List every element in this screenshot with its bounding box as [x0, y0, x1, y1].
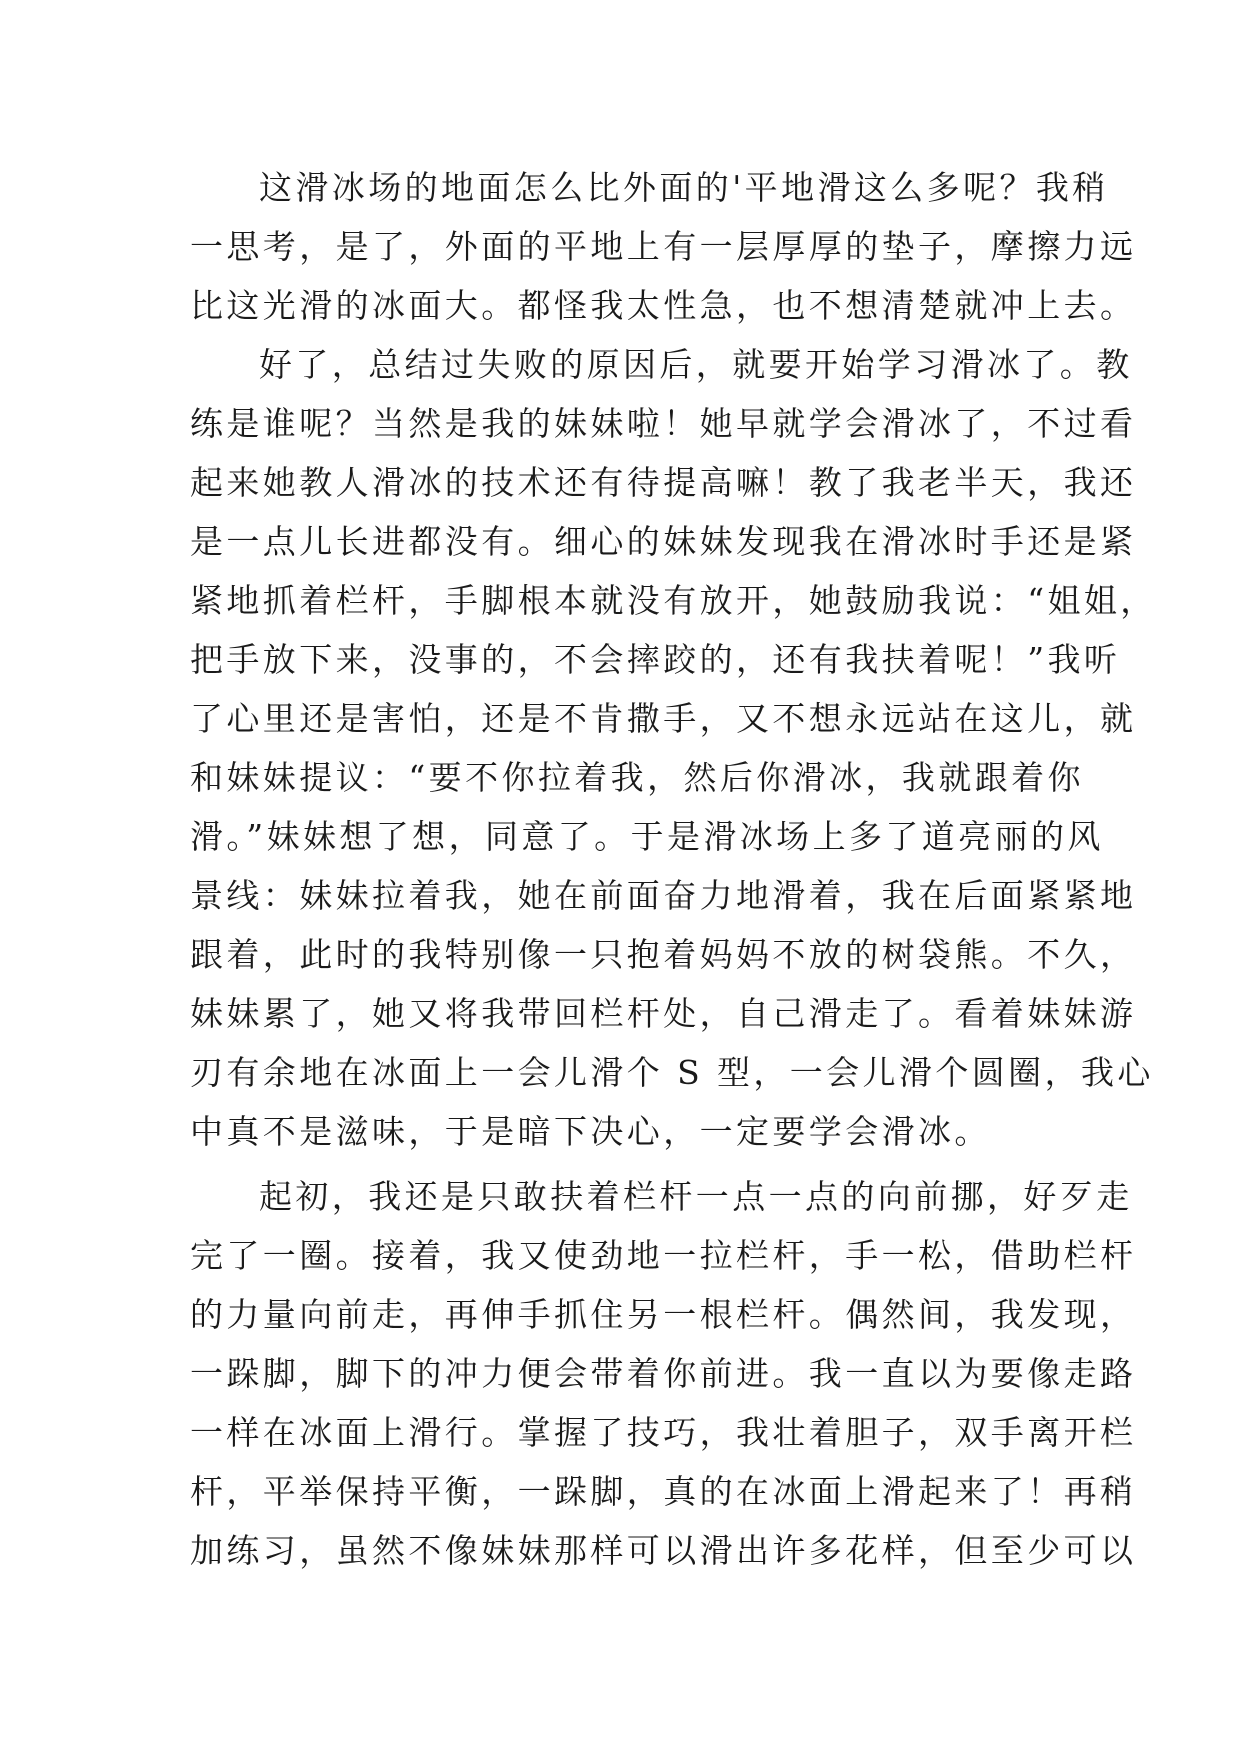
paragraph-2-line-2: 练是谁呢？当然是我的妹妹啦！她早就学会滑冰了，不过看 [190, 404, 1137, 443]
paragraph-2-line-8: 和妹妹提议：“要不你拉着我，然后你滑冰，我就跟着你 [190, 758, 1084, 797]
paragraph-3-line-4: 一跺脚，脚下的冲力便会带着你前进。我一直以为要像走路 [190, 1354, 1137, 1393]
paragraph-2-line-3: 起来她教人滑冰的技术还有待提高嘛！教了我老半天，我还 [190, 463, 1137, 502]
paragraph-3-line-3: 的力量向前走，再伸手抓住另一根栏杆。偶然间，我发现， [190, 1295, 1137, 1334]
paragraph-2-line-4: 是一点儿长进都没有。细心的妹妹发现我在滑冰时手还是紧 [190, 522, 1137, 561]
paragraph-2-line-13: 刃有余地在冰面上一会儿滑个 S 型，一会儿滑个圆圈，我心 [190, 1053, 1154, 1092]
paragraph-2-line-6: 把手放下来，没事的，不会摔跤的，还有我扶着呢！”我听 [190, 640, 1121, 679]
paragraph-2-line-12: 妹妹累了，她又将我带回栏杆处，自己滑走了。看着妹妹游 [190, 994, 1137, 1033]
paragraph-2-line-10: 景线：妹妹拉着我，她在前面奋力地滑着，我在后面紧紧地 [190, 876, 1137, 915]
paragraph-3-line-2: 完了一圈。接着，我又使劲地一拉栏杆，手一松，借助栏杆 [190, 1236, 1137, 1275]
paragraph-1-line-1: 这滑冰场的地面怎么比外面的'平地滑这么多呢？我稍 [259, 168, 1109, 207]
paragraph-2-line-1: 好了，总结过失败的原因后，就要开始学习滑冰了。教 [259, 345, 1133, 384]
paragraph-2-line-9: 滑。”妹妹想了想，同意了。于是滑冰场上多了道亮丽的风 [190, 817, 1104, 856]
paragraph-1-line-2: 一思考，是了，外面的平地上有一层厚厚的垫子，摩擦力远 [190, 227, 1137, 266]
paragraph-2-line-5: 紧地抓着栏杆，手脚根本就没有放开，她鼓励我说：“姐姐， [190, 581, 1157, 620]
paragraph-2-line-11: 跟着，此时的我特别像一只抱着妈妈不放的树袋熊。不久， [190, 935, 1137, 974]
paragraph-3-line-6: 杆，平举保持平衡，一跺脚，真的在冰面上滑起来了！再稍 [190, 1472, 1137, 1511]
paragraph-3-line-5: 一样在冰面上滑行。掌握了技巧，我壮着胆子，双手离开栏 [190, 1413, 1137, 1452]
paragraph-1-line-3: 比这光滑的冰面大。都怪我太性急，也不想清楚就冲上去。 [190, 286, 1137, 325]
paragraph-3-line-1: 起初，我还是只敢扶着栏杆一点一点的向前挪，好歹走 [259, 1177, 1133, 1216]
document-body [190, 158, 1157, 1580]
paragraph-2-line-7: 了心里还是害怕，还是不肯撒手，又不想永远站在这儿，就 [190, 699, 1137, 738]
paragraph-2-line-14: 中真不是滋味，于是暗下决心，一定要学会滑冰。 [190, 1112, 991, 1151]
paragraph-3-line-7: 加练习，虽然不像妹妹那样可以滑出许多花样，但至少可以 [190, 1531, 1137, 1570]
